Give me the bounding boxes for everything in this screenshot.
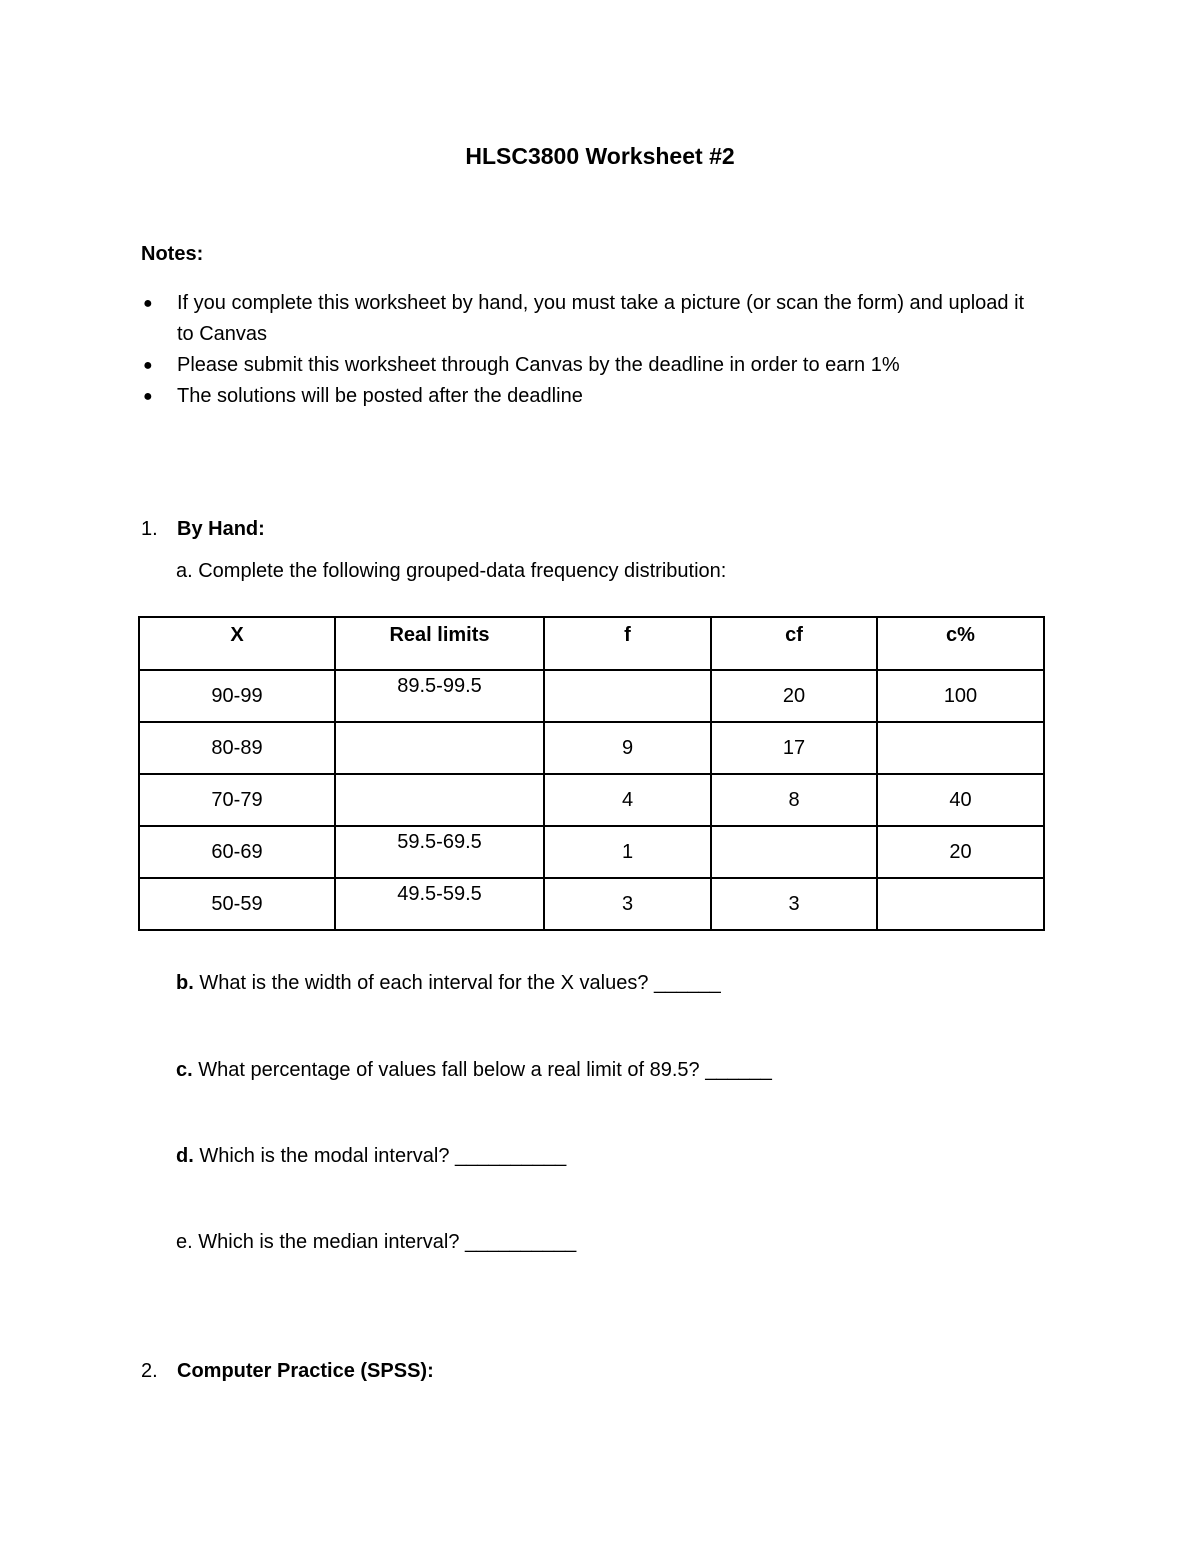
table-header-row [139, 617, 1044, 670]
note-text: If you complete this worksheet by hand, you must take a picture (or scan the form) and upload it to Canvas [177, 292, 1025, 345]
column-header: cf [711, 617, 877, 670]
table-row [139, 826, 1044, 878]
table-row [139, 774, 1044, 826]
question-label: Computer Practice (SPSS): [177, 1360, 434, 1382]
notes-list [141, 288, 1041, 412]
bullet-icon: ● [143, 295, 153, 312]
table-cell: 89.5-99.5 [335, 670, 544, 722]
table-cell: 90-99 [139, 670, 335, 722]
notes-label: Notes: [141, 243, 204, 265]
table-cell: 3 [544, 878, 711, 930]
table-cell: 1 [544, 826, 711, 878]
table-cell: 9 [544, 722, 711, 774]
table-cell [877, 722, 1044, 774]
question-text: Which is the modal interval? __________ [193, 1145, 567, 1167]
list-item [141, 381, 1041, 412]
question-label: By Hand: [177, 518, 265, 540]
question-text: What percentage of values fall below a real limit of 89.5? ______ [192, 1059, 772, 1081]
table-cell: 70-79 [139, 774, 335, 826]
question-text: Which is the median interval? __________ [192, 1231, 577, 1253]
frequency-table [138, 616, 1045, 931]
table-cell: 50-59 [139, 878, 335, 930]
column-header: X [139, 617, 335, 670]
table-row [139, 670, 1044, 722]
table-cell [335, 722, 544, 774]
question-number: 1. [141, 518, 158, 540]
list-item [141, 288, 1041, 350]
column-header: f [544, 617, 711, 670]
question-1d [176, 1145, 566, 1168]
list-item [141, 350, 1041, 381]
table-cell: 17 [711, 722, 877, 774]
question-letter: d. [176, 1145, 194, 1167]
table-cell: 80-89 [139, 722, 335, 774]
table-cell [877, 878, 1044, 930]
table-cell: 20 [877, 826, 1044, 878]
table-row [139, 878, 1044, 930]
note-text: The solutions will be posted after the deadline [177, 385, 583, 407]
page-title: HLSC3800 Worksheet #2 [465, 143, 735, 169]
table-cell [335, 774, 544, 826]
question-1c [176, 1059, 772, 1082]
column-header: Real limits [335, 617, 544, 670]
question-1-heading [141, 518, 265, 541]
question-2-heading [141, 1360, 434, 1383]
table-cell: 59.5-69.5 [335, 826, 544, 878]
table-row [139, 722, 1044, 774]
question-text: What is the width of each interval for the X values? ______ [193, 972, 721, 994]
question-1e [176, 1231, 576, 1254]
table-cell: 8 [711, 774, 877, 826]
table-cell [544, 670, 711, 722]
note-text: Please submit this worksheet through Canvas by the deadline in order to earn 1% [177, 354, 900, 376]
table-cell: 20 [711, 670, 877, 722]
table-cell: 40 [877, 774, 1044, 826]
question-1a: a. Complete the following grouped-data frequency distribution: [176, 560, 727, 582]
table-cell: 4 [544, 774, 711, 826]
table-cell [711, 826, 877, 878]
question-letter: e. [176, 1231, 193, 1253]
table-cell: 100 [877, 670, 1044, 722]
table-cell: 3 [711, 878, 877, 930]
question-number: 2. [141, 1360, 158, 1382]
question-letter: b. [176, 972, 194, 994]
question-1b [176, 972, 721, 995]
table-cell: 49.5-59.5 [335, 878, 544, 930]
table-cell: 60-69 [139, 826, 335, 878]
bullet-icon: ● [143, 357, 153, 374]
bullet-icon: ● [143, 388, 153, 405]
question-letter: c. [176, 1059, 193, 1081]
column-header: c% [877, 617, 1044, 670]
